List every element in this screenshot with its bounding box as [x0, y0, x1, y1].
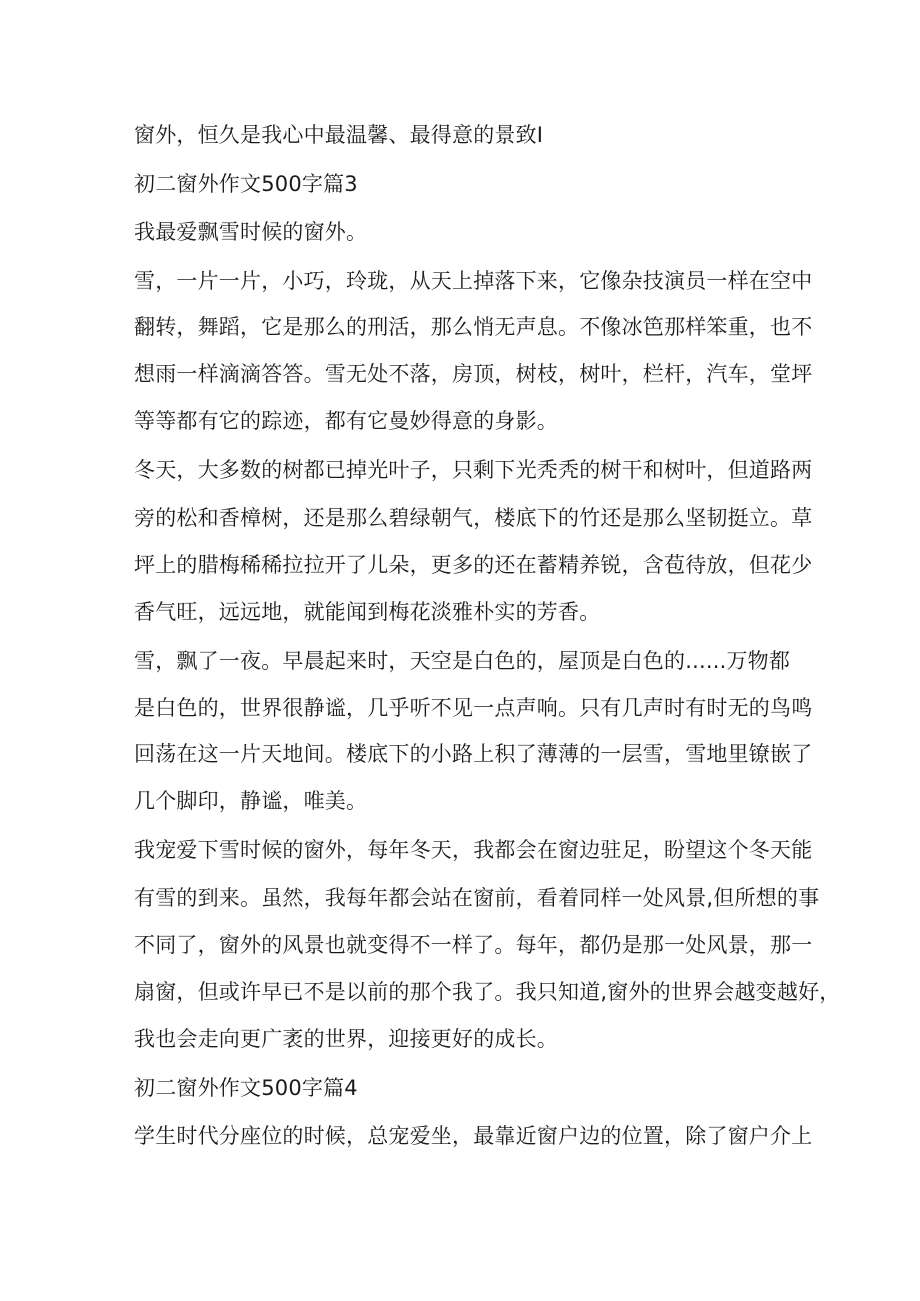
paragraph-line: 是白色的，世界很静谧，几乎听不见一点声响。只有几声时有时无的鸟鸣 — [134, 696, 813, 720]
paragraph-line: 窗外，恒久是我心中最温馨、最得意的景致I — [134, 123, 544, 147]
section-heading-4: 初二窗外作文500字篇4 — [134, 1076, 358, 1100]
section-heading-3: 初二窗外作文500字篇3 — [134, 172, 358, 196]
paragraph-line: 冬天，大多数的树都已掉光叶子，只剩下光秃秃的树干和树叶，但道路两 — [134, 458, 813, 482]
paragraph-line: 旁的松和香樟树，还是那么碧绿朝气，楼底下的竹还是那么坚韧挺立。草 — [134, 506, 813, 530]
paragraph-line: 翻转，舞蹈，它是那么的刑活，那么悄无声息。不像冰笆那样笨重，也不 — [134, 315, 813, 339]
paragraph-line: 不同了，窗外的风景也就变得不一样了。每年，都仍是那一处风景，那一 — [134, 933, 813, 957]
paragraph-line: 坪上的腊梅稀稀拉拉开了儿朵，更多的还在蓄精养锐，含苞待放，但花少 — [134, 553, 813, 577]
paragraph-line: 扇窗，但或许早已不是以前的那个我了。我只知道,窗外的世界会越变越好， — [134, 980, 841, 1004]
paragraph-line: 雪，一片一片，小巧，玲珑，从天上掉落下来，它像杂技演员一样在空中 — [134, 269, 813, 293]
paragraph-line: 雪，飘了一夜。早晨起来时，天空是白色的，屋顶是白色的......万物都 — [134, 649, 791, 673]
paragraph-line: 香气旺，远远地，就能闻到梅花淡雅朴实的芳香。 — [134, 600, 601, 624]
paragraph-line: 有雪的到来。虽然，我每年都会站在窗前，看着同样一处风景,但所想的事 — [134, 886, 820, 910]
paragraph-line: 等等都有它的踪迹，都有它曼妙得意的身影。 — [134, 409, 558, 433]
paragraph-line: 几个脚印，静谧，唯美。 — [134, 789, 368, 813]
paragraph-line: 我也会走向更广袤的世界，迎接更好的成长。 — [134, 1027, 558, 1051]
paragraph-line: 我宠爱下雪时候的窗外，每年冬天，我都会在窗边驻足，盼望这个冬天能 — [134, 838, 813, 862]
paragraph-line: 想雨一样滴滴答答。雪无处不落，房顶，树枝，树叶，栏杆，汽车，堂坪 — [134, 362, 813, 386]
paragraph-line: 我最爱飘雪时候的窗外。 — [134, 220, 368, 244]
paragraph-line: 学生时代分座位的时候，总宠爱坐，最靠近窗户边的位置，除了窗户介上 — [134, 1124, 813, 1148]
paragraph-line: 回荡在这一片天地间。楼底下的小路上积了薄薄的一层雪，雪地里镣嵌了 — [134, 742, 813, 766]
